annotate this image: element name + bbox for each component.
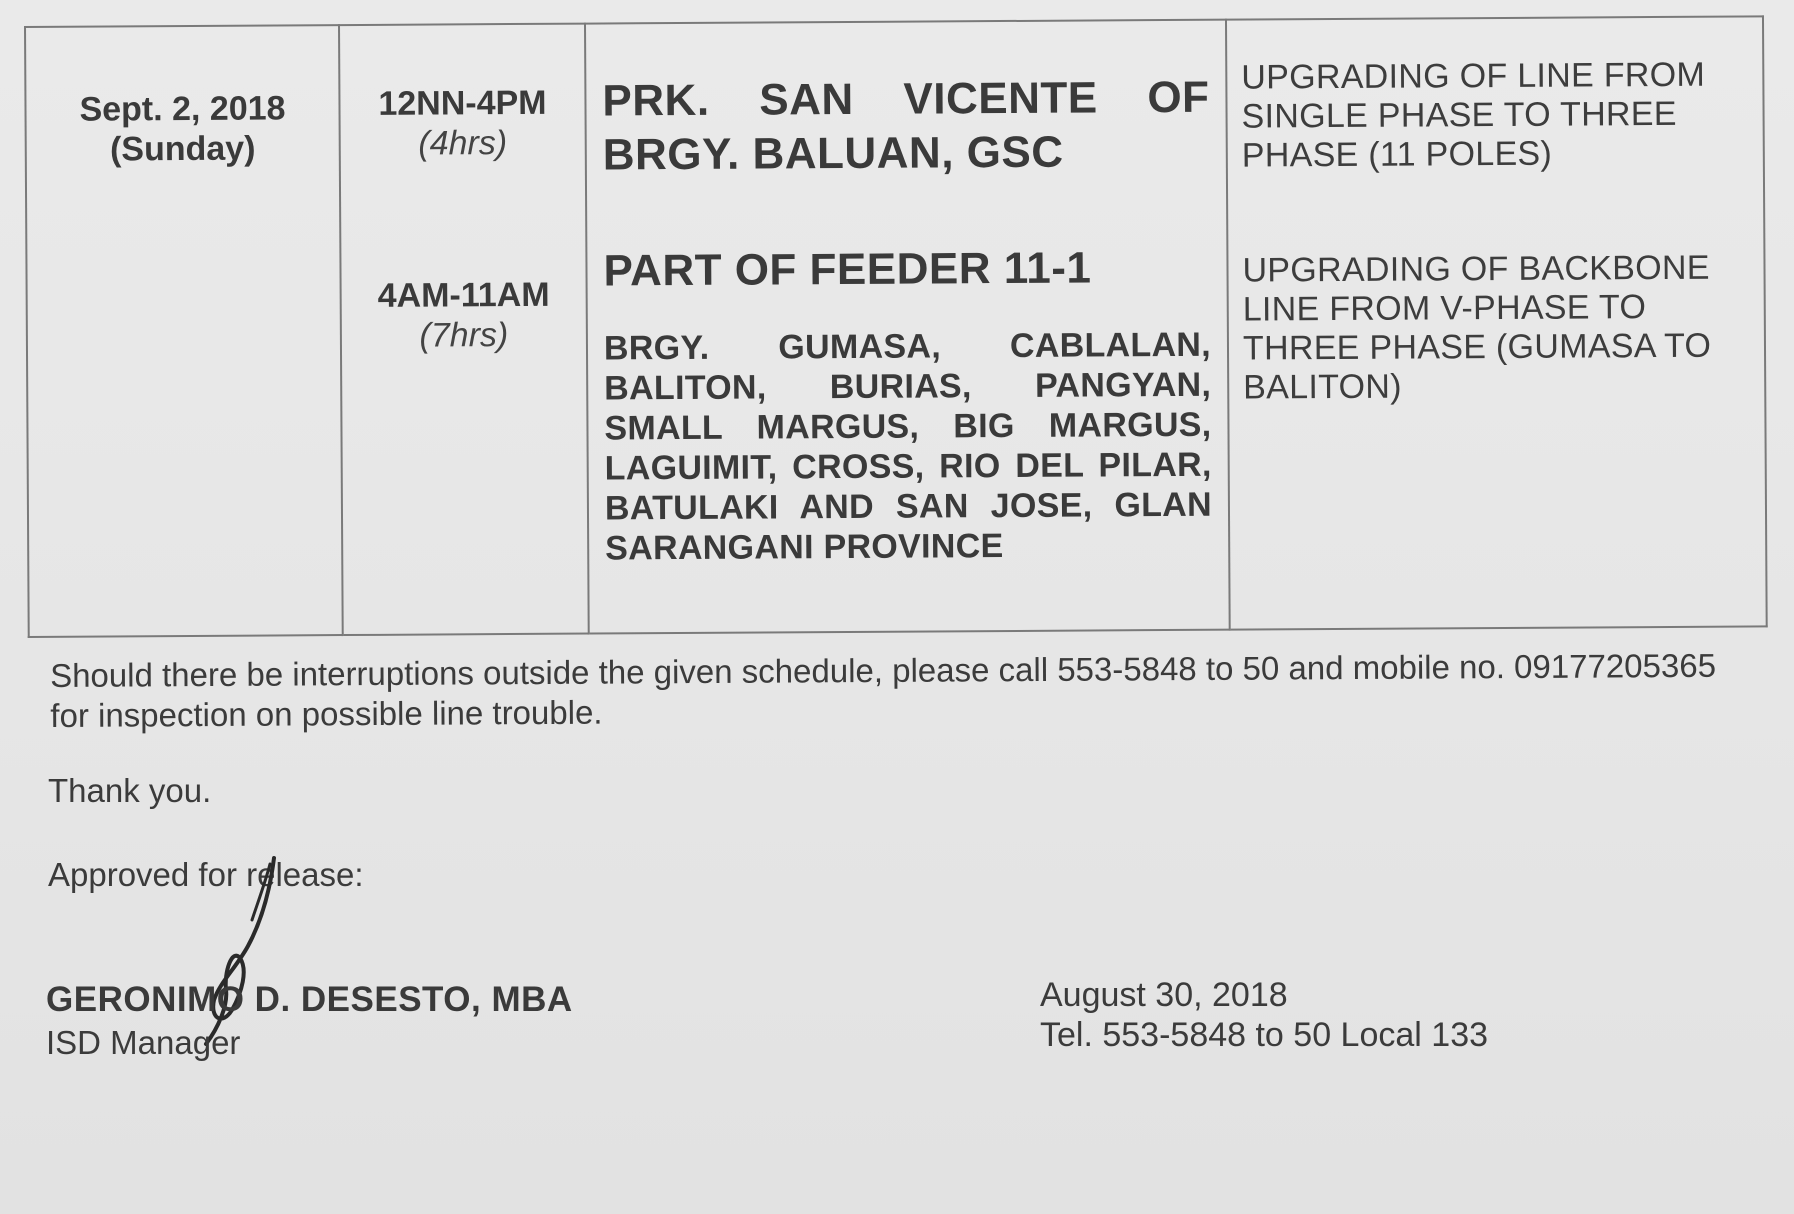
work-slot-2: UPGRADING OF BACKBONE LINE FROM V-PHASE TO THREE PHASE (GUMASA TO BALITON): [1242, 248, 1712, 407]
time-slot-1: 12NN-4PM: [378, 83, 547, 123]
schedule-table: [24, 15, 1768, 638]
closing-text: Thank you.: [48, 772, 212, 809]
time-block-2: [341, 163, 586, 356]
schedule-day: (Sunday): [109, 129, 256, 169]
area-slot-2-list: BRGY. GUMASA, CABLALAN, BALITON, BURIAS, PANGYAN, SMALL MARGUS, BIG MARGUS, LAGUIMIT, CROSS, RIO DEL PILAR, BATULAKI AND SAN JOSE, GLAN SARANGANI PROVINCE: [603, 325, 1213, 568]
signature-mark: [196, 850, 306, 1050]
area-slot-2-title: PART OF FEEDER 11-1: [603, 243, 1092, 296]
contact-telephone: Tel. 553-5848 to 50 Local 133: [1040, 1016, 1489, 1054]
signatory-name: GERONIMO D. DESESTO, MBA: [46, 980, 573, 1019]
document-date: August 30, 2018: [1040, 976, 1288, 1014]
duration-slot-2: (7hrs): [419, 316, 509, 355]
work-slot-1: UPGRADING OF LINE FROM SINGLE PHASE TO THREE PHASE (11 POLES): [1241, 55, 1706, 175]
area-cell: [585, 20, 1230, 634]
approval-label: Approved for release:: [48, 856, 364, 893]
duration-slot-1: (4hrs): [418, 124, 508, 163]
date-cell: [25, 25, 343, 637]
time-slot-2: 4AM-11AM: [377, 275, 550, 315]
work-cell: [1226, 16, 1767, 629]
signatory-title: ISD Manager: [46, 1024, 241, 1061]
interruption-notice: Should there be interruptions outside the given schedule, please call 553-5848 to 50 and mobile no. 09177205365 for inspection on possible line trouble.: [50, 646, 1717, 734]
area-slot-1: PRK. SAN VICENTE OF BRGY. BALUAN, GSC: [602, 72, 1210, 180]
time-block-1: [340, 25, 585, 164]
table-row: [25, 16, 1767, 637]
schedule-date: Sept. 2, 2018: [79, 89, 286, 129]
time-cell: [339, 24, 589, 635]
